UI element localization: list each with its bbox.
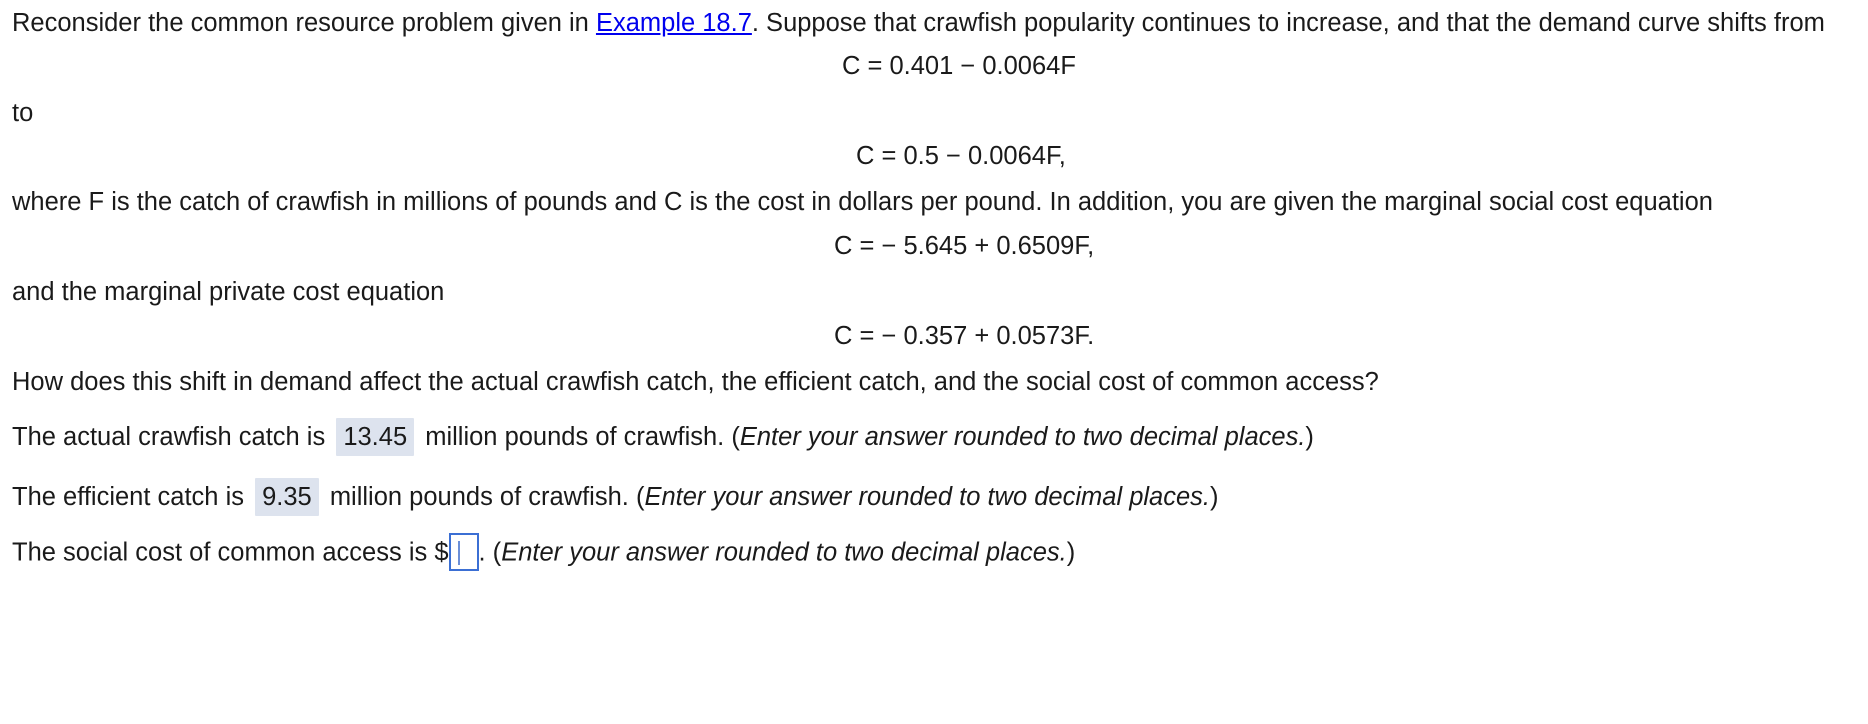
and-text: and the marginal private cost equation bbox=[12, 278, 445, 306]
actual-catch-hint: Enter your answer rounded to two decimal places. bbox=[739, 423, 1306, 451]
efficient-catch-row bbox=[12, 478, 1219, 516]
actual-catch-unit: million pounds of crawfish. ( bbox=[425, 423, 740, 451]
actual-catch-close: ) bbox=[1305, 423, 1314, 451]
social-cost-label: The social cost of common access is $ bbox=[12, 538, 449, 567]
equation-demand-original: C = 0.401 − 0.0064F bbox=[842, 52, 1076, 80]
actual-catch-row bbox=[12, 418, 1314, 456]
example-link[interactable]: Example 18.7 bbox=[595, 9, 752, 37]
intro-paragraph bbox=[12, 8, 1825, 38]
social-cost-row bbox=[12, 537, 1075, 571]
actual-catch-answer[interactable]: 13.45 bbox=[336, 418, 414, 456]
social-cost-hint: Enter your answer rounded to two decimal places. bbox=[501, 538, 1067, 567]
efficient-catch-hint: Enter your answer rounded to two decimal places. bbox=[644, 483, 1210, 511]
social-cost-suffix: . ( bbox=[478, 538, 502, 567]
efficient-catch-answer[interactable]: 9.35 bbox=[255, 478, 319, 516]
social-cost-input[interactable] bbox=[449, 533, 479, 571]
social-cost-close: ) bbox=[1066, 538, 1076, 567]
to-text: to bbox=[12, 99, 34, 127]
where-text: where F is the catch of crawfish in millions of pounds and C is the cost in dollars per pound. In addition, you are given the marginal social cost equation bbox=[12, 188, 1713, 216]
actual-catch-label: The actual crawfish catch is bbox=[12, 423, 326, 451]
efficient-catch-close: ) bbox=[1210, 483, 1219, 511]
efficient-catch-label: The efficient catch is bbox=[12, 483, 244, 511]
equation-marginal-social-cost: C = − 5.645 + 0.6509F, bbox=[834, 232, 1095, 260]
efficient-catch-unit: million pounds of crawfish. ( bbox=[329, 483, 645, 511]
question-text: How does this shift in demand affect the actual crawfish catch, the efficient catch, and the social cost of common access? bbox=[12, 368, 1379, 396]
intro-prefix: Reconsider the common resource problem given in bbox=[12, 9, 596, 37]
equation-demand-new: C = 0.5 − 0.0064F, bbox=[856, 142, 1066, 170]
intro-suffix: . Suppose that crawfish popularity continues to increase, and that the demand curve shifts from bbox=[751, 9, 1825, 37]
text-caret bbox=[458, 541, 460, 565]
equation-marginal-private-cost: C = − 0.357 + 0.0573F. bbox=[834, 322, 1095, 350]
